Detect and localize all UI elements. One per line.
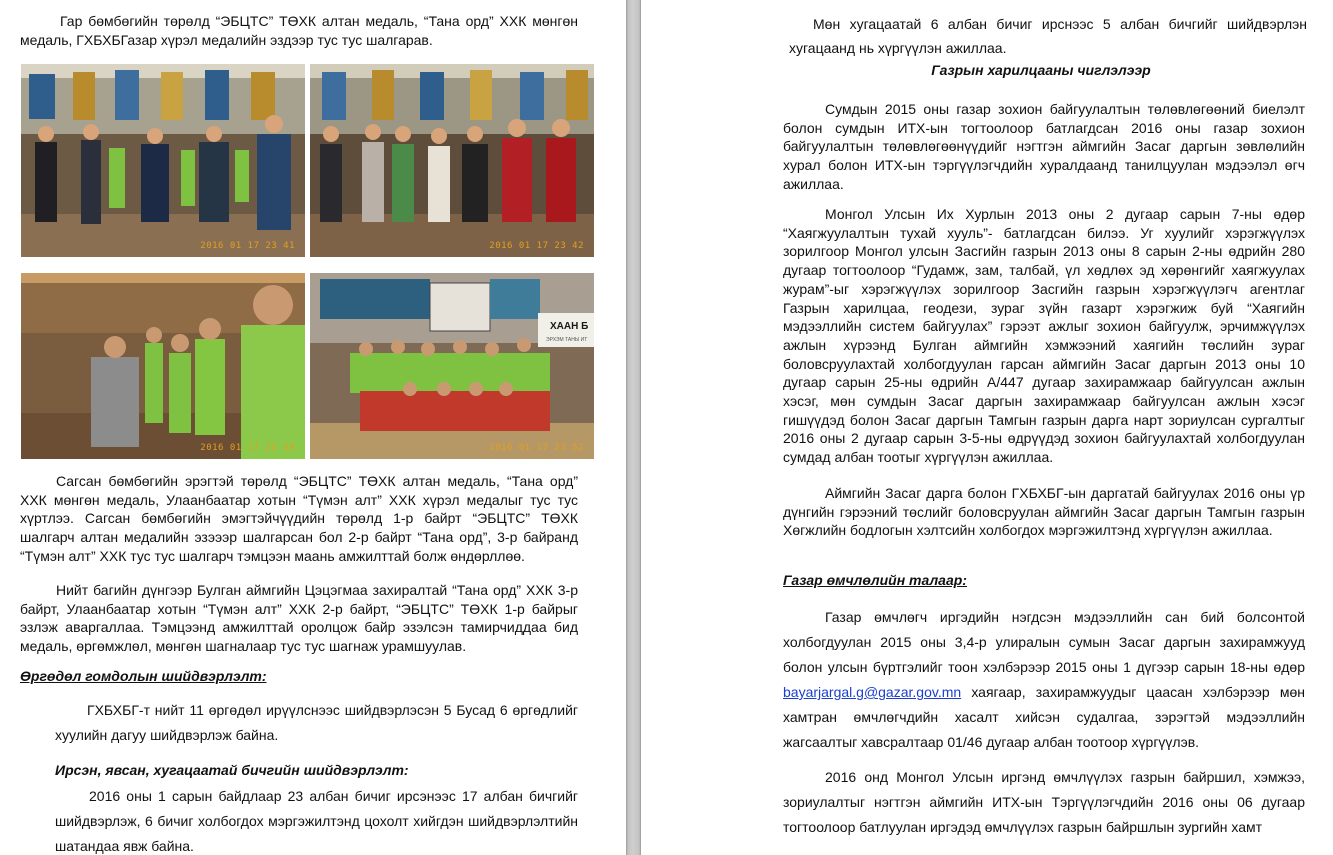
letters-heading: Ирсэн, явсан, хугацаатай бичгийн шийдвэрлэлт: bbox=[55, 762, 409, 778]
land-ownership-heading: Газар өмчлөлийн талаар: bbox=[783, 572, 967, 588]
overall-results-paragraph: Нийт багийн дүнгээр Булган аймгийн Цэцэгмаа захиралтай “Тана орд” ХХК 3-р байрт, Улаанбаатар хотын “Түмэн алт” ХХК 2-р байрт, “ЭБЦТС” ТӨХК 1-р байрыг эзлэж аваргаллаа. Тэмцээнд амжилттай оролцож байр эзэлсэн тамирчиддаа бид медаль, өргөмжлөл, мөнгөн шагналаар тус тус шагнаж урамшуулав. bbox=[20, 582, 578, 655]
deadline-paragraph: Мөн хугацаатай 6 албан бичиг ирснээс 5 албан бичгийг шийдвэрлэн хугацаанд нь хүргүүлэн ажиллаа. bbox=[789, 16, 1307, 56]
photo-1-image bbox=[21, 64, 305, 257]
addressing-law-paragraph: Монгол Улсын Их Хурлын 2013 оны 2 дугаар сарын 7-ны өдөр “Хаягжуулалтын тухай хууль”- батлагдсан билээ. Уг хуулийг хэрэгжүүлэх зорилгоор Монгол улсын Засгийн газрын 2013 оны 8 сарын 2-ны өдрийн 280 дугаар тогтоолоор “Гудамж, зам, талбай, үл хөдлөх эд хөрөнгийг хаягжуулах журам”-ыг хэрэгжүүлэх зорилгоор Засгийн газрын хэрэгжүүлэгч агентлаг Газрын харилцаа, геодези, зураг зүйн газарт хэрэгжиж буй “Хаягийн мэдээллийн систем байгуулах” гэрээт ажлыг зохион байгуулж, эрчимжүүлэх ажлын хүрээнд Булган аймгийн хэмжээний хаягийн төслийн зураг боловсруулахтай холбогдуулан гарсан аймгийн Засаг даргын 2013 оны 10 дугаар сарын 25-ны өдрийн А/447 дугаар захирамжаар байгуулсан ажлын хэсэг, мөн сумдын Засаг даргын захирамжаар байгуулсан ажлын хэсэг гишүүдэд болон Засаг даргын Тамгын газрын дарга нарт зориулсан сургалтыг 2016 оны 2 дугаар сарын 3-5-ны өдрүүдэд зохион байгуулахтай холбогдуулан сумдад албан тоотыг хүргүүлэн ажиллаа. bbox=[783, 206, 1305, 466]
governor-agreement-paragraph: Аймгийн Засаг дарга болон ГХБХБГ-ын даргатай байгуулах 2016 оны үр дүнгийн гэрээний төслийг боловсруулан аймгийн Засаг даргын Тамгын газрын Хөгжлийн бодлогын хэлтсийн холбогдох мэргэжилтэнд хүргүүлэн ажиллаа. bbox=[783, 485, 1305, 539]
photo-2-image bbox=[310, 64, 594, 257]
photo-4-timestamp: 2016 01 17 23 52 bbox=[489, 443, 584, 453]
photo-3-timestamp: 2016 01 17 23 48 bbox=[200, 443, 295, 453]
photo-4-banner-subtext: ЭРХЭМ ТАНЫ ИТ bbox=[546, 337, 588, 343]
photo-2-timestamp: 2016 01 17 23 42 bbox=[489, 241, 584, 251]
photo-4-banner-text: ХААН Б bbox=[550, 321, 589, 332]
intro-paragraph: Гар бөмбөгийн төрөлд “ЭБЦТС” ТӨХК алтан медаль, “Тана орд” ХХК мөнгөн медаль, ГХБХБГазар хүрэл медалийн эздээр тус тус шалгарав. bbox=[20, 13, 578, 48]
land-owners-paragraph bbox=[783, 605, 1305, 755]
photo-3-image bbox=[21, 273, 305, 459]
photo-4-image bbox=[310, 273, 594, 459]
photo-volleyball-medalists-1 bbox=[21, 64, 305, 257]
letters-paragraph: 2016 оны 1 сарын байдлаар 23 албан бичиг ирсэнээс 17 албан бичгийг шийдвэрлэж, 6 бичиг холбогдох мэргэжилтэнд цохолт хийгдэн шийдвэрлэлтийн шатандаа явж байна. bbox=[55, 788, 578, 854]
basketball-results-paragraph: Сагсан бөмбөгийн эрэгтэй төрөлд “ЭБЦТС” ТӨХК алтан медаль, “Тана орд” ХХК мөнгөн медаль, Улаанбаатар хотын “Түмэн алт” ХХК хүрэл медалыг тус тус хүртлээ. Сагсан бөмбөгийн эмэгтэйчүүдийн төрөлд 1-р байрт “ЭБЦТС” ТӨХК шалгарч алтан медалийн эзэээр шалгарсан бол 2-р байрт “Тана орд”, 3-р байранд “Түмэн алт” ХХК тус тус шалгарч тэмцээн маань амжилттай болж өндөрллөө. bbox=[20, 473, 578, 564]
complaints-paragraph: ГХБХБГ-т нийт 11 өргөдөл ирүүлснээс шийдвэрлэсэн 5 Бусад 6 өргөдлийг хуулийн дагуу шийдвэрлэж байна. bbox=[55, 702, 578, 743]
photo-basketball-team-group bbox=[310, 273, 594, 459]
document-page-left bbox=[0, 0, 626, 855]
land-plan-paragraph: Сумдын 2015 оны газар зохион байгуулалтын төлөвлөгөөний биелэлт болон сумдын ИТХ-ын тогтоолоор батлагдсан 2016 оны газар зохион байгуулалтын төлөвлөгөөнүүдийг нэгтгэн аймгийн Засаг даргын зөвлөлийн хурал болон ИТХ-ын тэргүүлэгчдийн хуралдаанд танилцуулан мэдээлэл өгч ажиллаа. bbox=[783, 101, 1305, 192]
document-page-right bbox=[641, 0, 1333, 855]
page-gutter bbox=[626, 0, 641, 855]
photo-1-timestamp: 2016 01 17 23 41 bbox=[200, 241, 295, 251]
ownership-2016-paragraph: 2016 онд Монгол Улсын иргэнд өмчлүүлэх газрын байршил, хэмжээ, зориулалтыг нэгтгэн аймгийн ИТХ-ын Тэргүүлэгчдийн 2016 оны 06 дугаар тогтоолоор батлуулан иргэдэд өмчлүүлэх газрын байршлын зургийн хамт bbox=[783, 769, 1305, 835]
complaints-heading: Өргөдөл гомдолын шийдвэрлэлт: bbox=[20, 668, 267, 684]
land-relations-heading: Газрын харилцааны чиглэлээр bbox=[931, 62, 1151, 78]
photo-volleyball-medalists-2 bbox=[310, 64, 594, 257]
photo-basketball-award-ceremony bbox=[21, 273, 305, 459]
land-owners-text-after: хаягаар, захирамжуудыг цаасан хэлбэрээр мөн хамтран өмчлөгчдийн хасалт хийсэн судалгаа, зэрэгтэй мэдээллийн жагсаалтыг хавсралтаар 01/46 дугаар албан тоотоор хүргүүлэв. bbox=[783, 684, 1305, 750]
email-link[interactable]: bayarjargal.g@gazar.gov.mn bbox=[783, 684, 962, 700]
land-owners-text-before: Газар өмчлөгч иргэдийн нэгдсэн мэдээллийн сан бий болсонтой холбогдуулан 2015 оны 3,4-р улиралын сумын Засаг даргын захирамжууд болон улсын бүртгэлийг тоон хэлбэрээр 2015 оны 1 дүгээр сарын 18-ны өдөр bbox=[783, 609, 1305, 675]
